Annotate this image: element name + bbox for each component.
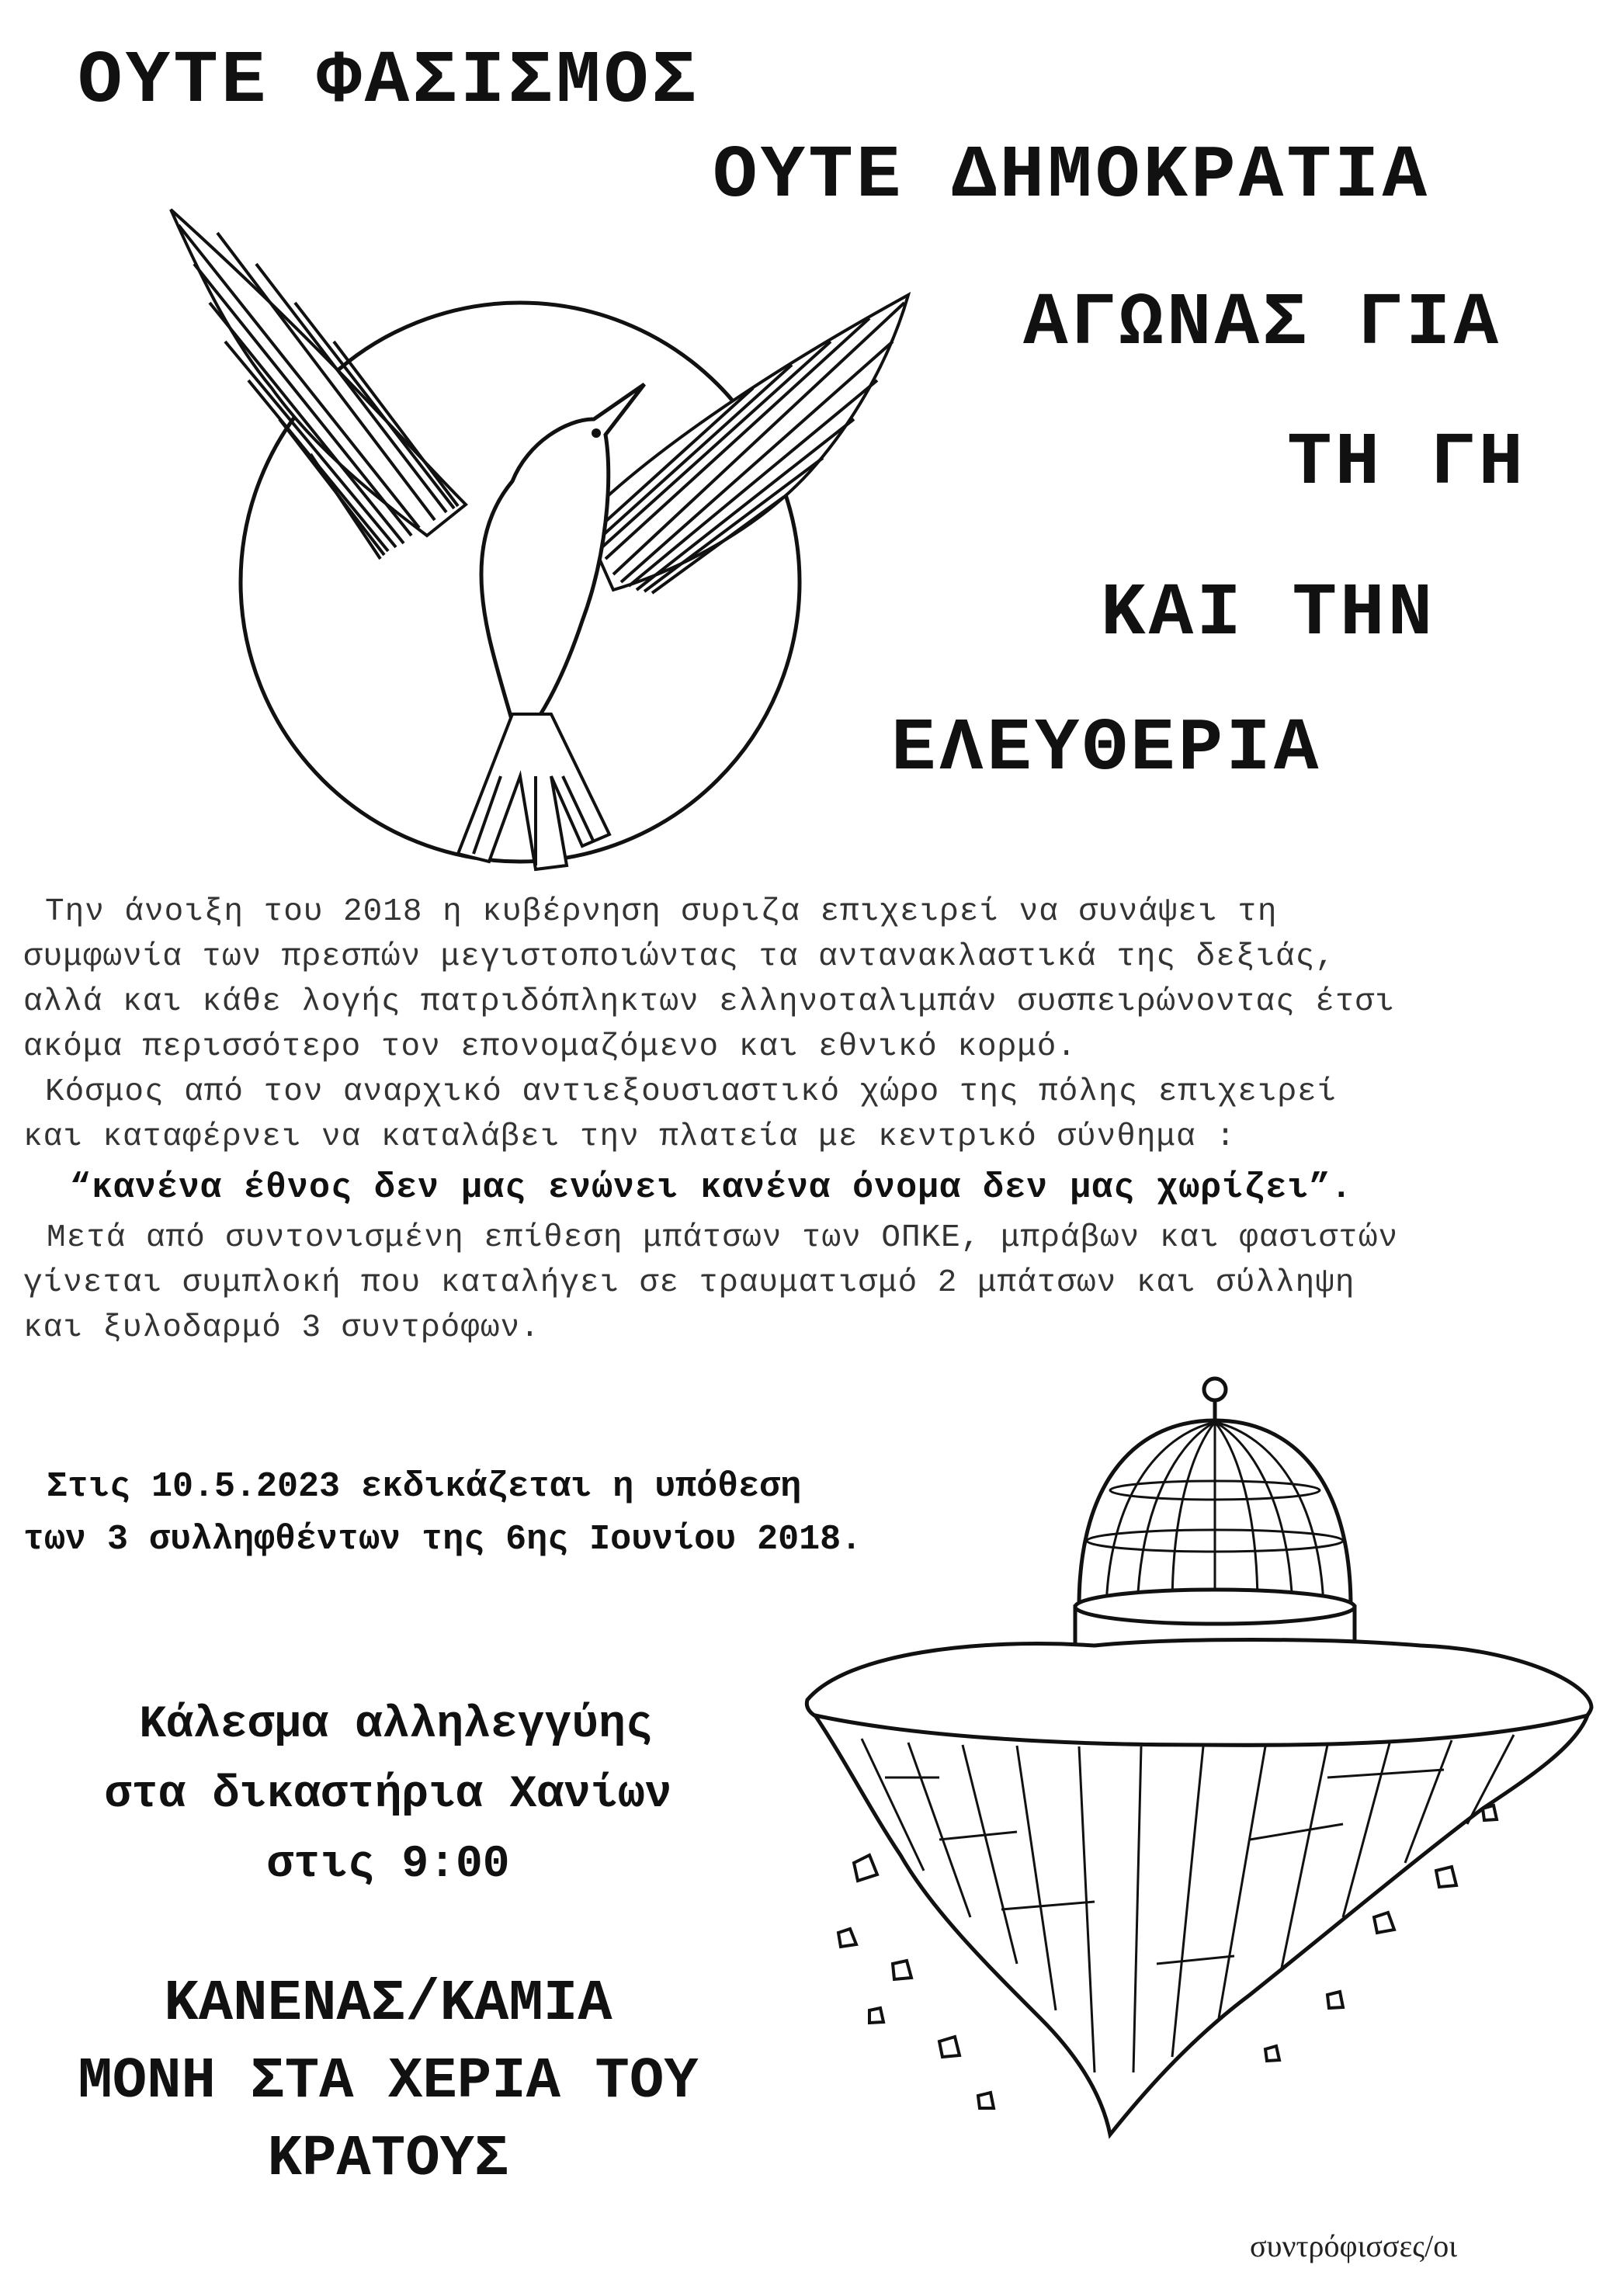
headline-line-3: ΑΓΩΝΑΣ ΓΙΑ (1023, 281, 1502, 366)
paragraph-2-line-1: Κόσμος από τον αναρχικό αντιεξουσιαστικό χώρο της πόλης επιχειρεί (45, 1074, 1338, 1110)
slogan: “κανένα έθνος δεν μας ενώνει κανένα όνομα δεν μας χωρίζει”. (70, 1168, 1353, 1208)
paragraph-1-line-4: ακόμα περισσότερο τον επονομαζόμενο και εθνικό κορμό. (23, 1029, 1077, 1065)
trial-line-2: των 3 συλληφθέντων της 6ης Ιουνίου 2018. (23, 1520, 862, 1559)
call-line-2: στα δικαστήρια Χανίων (104, 1770, 672, 1820)
headline-line-1: ΟΥΤΕ ΦΑΣΙΣΜΟΣ (78, 39, 699, 123)
paragraph-2-line-2: και καταφέρνει να καταλάβει την πλατεία με κεντρικό σύνθημα : (23, 1119, 1236, 1155)
call-line-1: Κάλεσμα αλληλεγγύης (139, 1700, 653, 1750)
headline-line-2: ΟΥΤΕ ΔΗΜΟΚΡΑΤΙΑ (713, 134, 1431, 218)
closing-line-1: ΚΑΝΕΝΑΣ/ΚΑΜΙΑ (164, 1972, 612, 2037)
closing-line-2: ΜΟΝΗ ΣΤΑ ΧΕΡΙΑ ΤΟΥ (78, 2049, 699, 2114)
closing-line-3: ΚΡΑΤΟΥΣ (267, 2127, 509, 2192)
signature: συντρόφισσες/οι (1250, 2228, 1457, 2263)
paragraph-1-line-3: αλλά και κάθε λογής πατριδόπληκτων ελληνοταλιμπάν συσπειρώνοντας έτσι (23, 984, 1395, 1020)
bird-in-circle-illustration (147, 186, 924, 885)
headline-line-4: ΤΗ ΓΗ (1287, 421, 1527, 505)
floating-island-cage-illustration (784, 1374, 1607, 2150)
paragraph-3-line-1: Μετά από συντονισμένη επίθεση μπάτσων των ΟΠΚΕ, μπράβων και φασιστών (47, 1220, 1399, 1256)
paragraph-3-line-2: γίνεται συμπλοκή που καταλήγει σε τραυματισμό 2 μπάτσων και σύλληψη (23, 1265, 1355, 1301)
paragraph-3-line-3: και ξυλοδαρμό 3 συντρόφων. (23, 1310, 540, 1346)
paragraph-1-line-2: συμφωνία των πρεσπών μεγιστοποιώντας τα αντανακλαστικά της δεξιάς, (23, 939, 1335, 975)
headline-line-5: ΚΑΙ ΤΗΝ (1101, 571, 1436, 656)
trial-line-1: Στις 10.5.2023 εκδικάζεται η υπόθεση (47, 1467, 802, 1507)
call-line-3: στις 9:00 (266, 1840, 510, 1890)
paragraph-1-line-1: Την άνοιξη του 2018 η κυβέρνηση συριζα επιχειρεί να συνάψει τη (45, 894, 1278, 930)
headline-line-6: ΕΛΕΥΘΕΡΙΑ (891, 706, 1322, 791)
